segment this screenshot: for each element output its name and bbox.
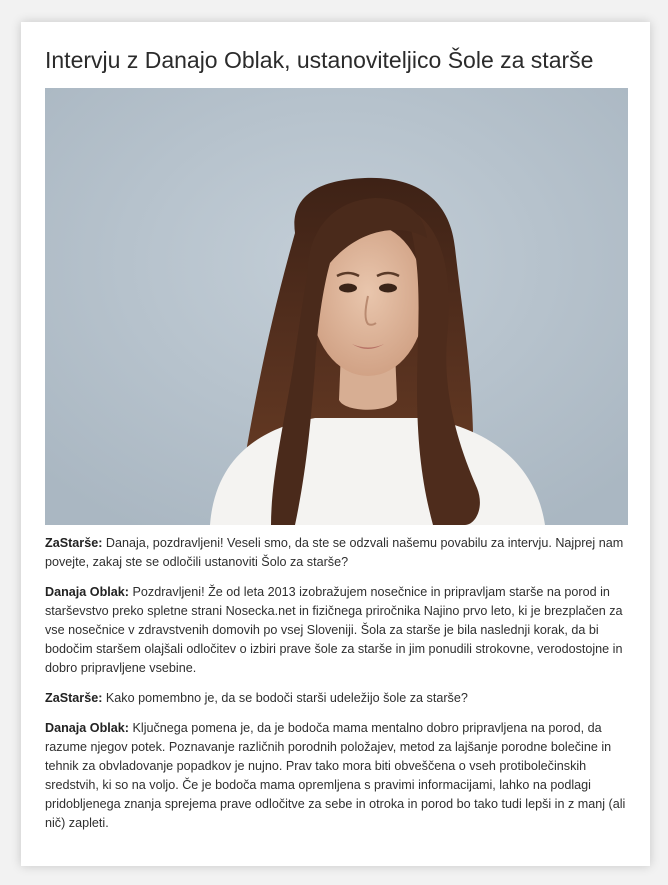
article-title: Intervju z Danajo Oblak, ustanoviteljico Šole za starše — [45, 47, 594, 73]
speaker-label: Danaja Oblak: — [45, 721, 129, 735]
qa-paragraph-2 — [45, 583, 635, 678]
paragraph-text: Kako pomembno je, da se bodoči starši udeležijo šole za starše? — [102, 691, 468, 705]
speaker-label: ZaStarše: — [45, 536, 103, 550]
paragraph-text: Ključnega pomena je, da je bodoča mama mentalno dobro pripravljena na porod, da razume njegov potek. Poznavanje različnih porodnih položajev, metod za lajšanje porodne bolečine in tehnik za obvladovanje popadkov je nujno. Prav tako mora biti obveščena o vseh protibolečinskih sredstvih, ki so na voljo. Če je bodoča mama opremljena s pravimi informacijami, lahko na podlagi pridobljenega znanja sprejema prave odločitve za sebe in otroka in porod bo tako tudi lepši in z manj (ali nič) zapleti. — [45, 721, 626, 830]
interview-photo — [45, 88, 628, 525]
qa-paragraph-3 — [45, 689, 635, 708]
paragraph-text: Pozdravljeni! Že od leta 2013 izobražujem nosečnice in pripravljam starše na porod in starševstvo preko spletne strani Nosecka.net in fizičnega priročnika Najino prvo leto, ki je brezplačen za vse nosečnice v zdravstvenih domovih po vsej Sloveniji. Šola za starše je bila naslednji korak, da bi bodočim staršem olajšali odločitev o izbiri prave šole za starše in jim ponudili strokovne, verodostojne in dobro pripravljene vsebine. — [45, 585, 623, 675]
interview-text — [45, 534, 635, 844]
article-card — [21, 22, 650, 866]
speaker-label: Danaja Oblak: — [45, 585, 129, 599]
portrait-illustration — [45, 88, 628, 525]
speaker-label: ZaStarše: — [45, 691, 103, 705]
right-eye — [379, 284, 397, 293]
qa-paragraph-4 — [45, 719, 635, 833]
paragraph-text: Danaja, pozdravljeni! Veseli smo, da ste se odzvali našemu povabilu za intervju. Najprej nam povejte, zakaj ste se odločili ustanoviti Šolo za starše? — [45, 536, 624, 569]
qa-paragraph-1 — [45, 534, 635, 572]
left-eye — [339, 284, 357, 293]
